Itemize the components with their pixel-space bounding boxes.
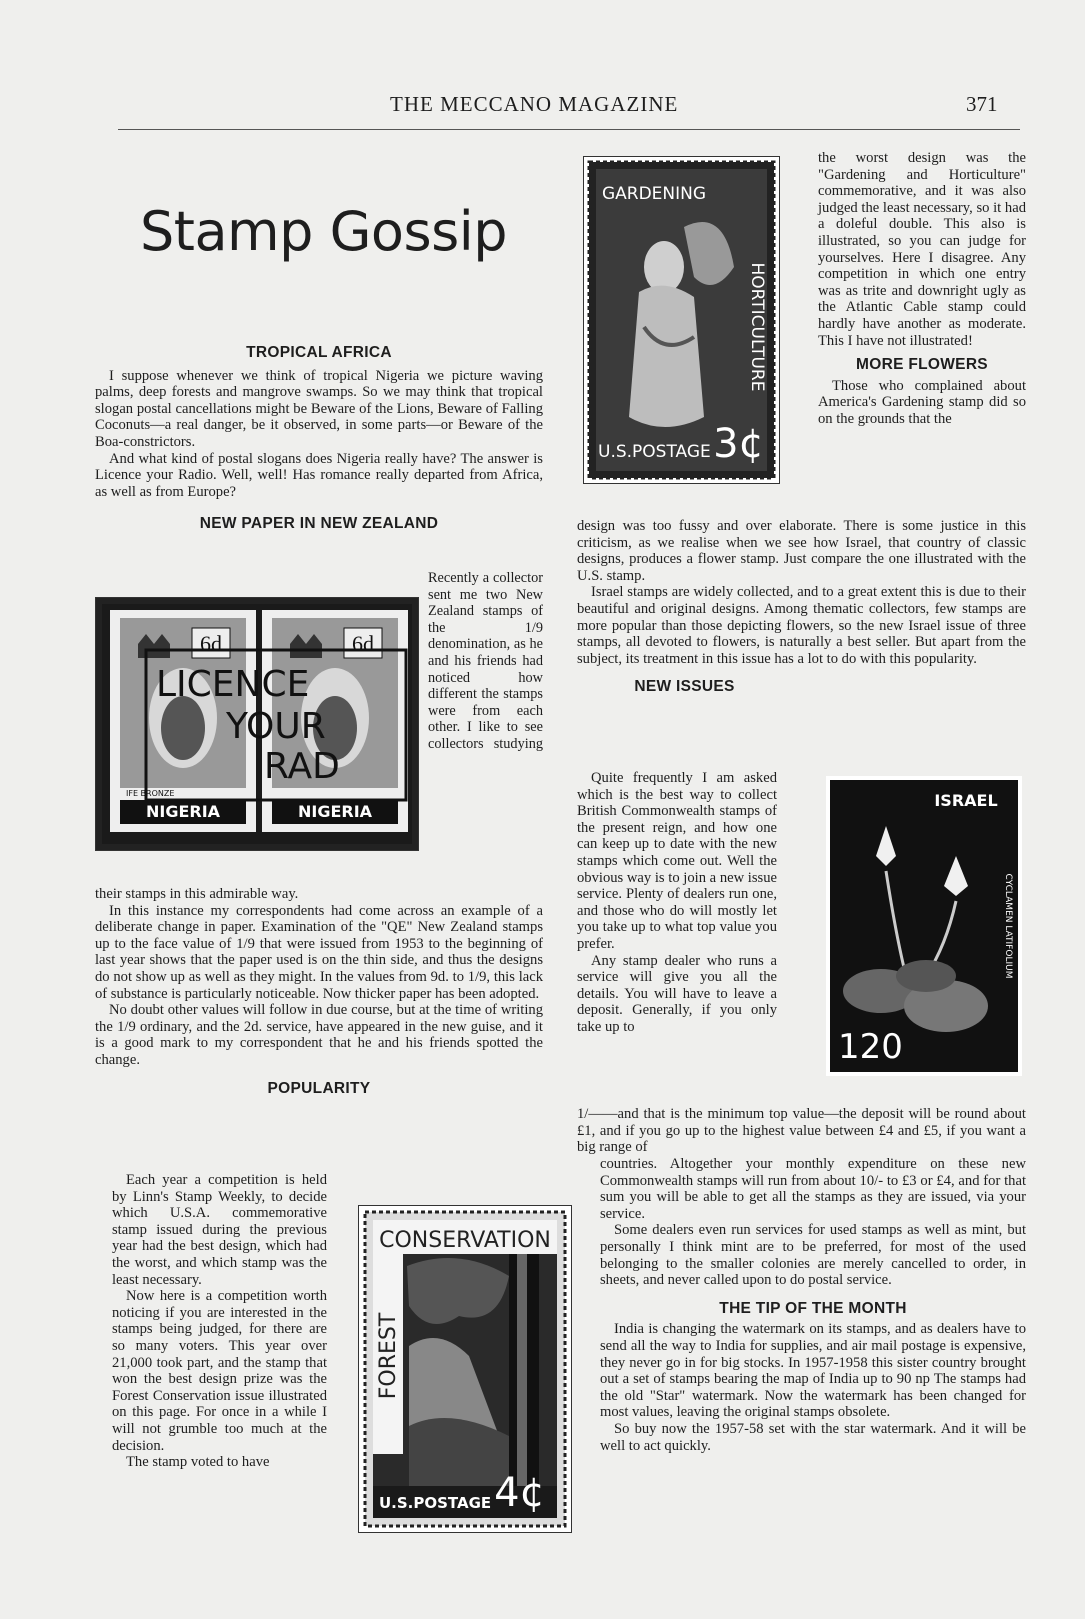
- paragraph: Israel stamps are widely collected, and to a great extent this is due to their beautiful and original designs. Among thematic collectors, few stamps are more popular than those depicting flowers, so the new Israel issue of three stamps, all devoted to flowers, is naturally a best seller. But apart from the subject, its treatment in this issue has a lot to do with this popularity.: [577, 584, 1026, 667]
- running-title: THE MECCANO MAGAZINE: [390, 92, 679, 116]
- stamp-country: ISRAEL: [934, 791, 998, 810]
- paragraph: So buy now the 1957-58 set with the star watermark. And it will be well to act quickly.: [600, 1420, 1026, 1454]
- paragraph: countries. Altogether your monthly expenditure on these new Commonwealth stamps will run from about 10/- to £3 or £4, and for that sum you will be able to get all the stamps as they are issued, via your service.: [600, 1156, 1026, 1222]
- heading-new-issues: NEW ISSUES: [634, 678, 735, 696]
- paragraph: their stamps in this admirable way.: [95, 886, 299, 902]
- paragraph: Those who complained about America's Gardening stamp did so on the grounds that the: [818, 377, 1026, 427]
- stamp-side-label: HORTICULTURE: [747, 262, 767, 392]
- stamp-caption: IFE BRONZE: [126, 789, 175, 798]
- paragraph: Any stamp dealer who runs a service will give you all the details. You will have to leave a deposit. Generally, if you only take up to: [577, 952, 777, 1035]
- overprint-line: RAD: [264, 746, 340, 787]
- paragraph: India is changing the watermark on its stamps, and as dealers have to send all the way to India for supplies, and air mail postage is expensive, they never go in for big stocks. In 1957-1958 this sister country brought out a set of stamps bearing the map of India up to 90 np The stamps had the old "Star" watermark. Now the watermark has been changed for most values, leaving the original stamps obsolete.: [600, 1321, 1026, 1421]
- left-column-top: [95, 345, 543, 533]
- paragraph: Each year a competition is held by Linn's Stamp Weekly, to decide which U.S.A. commemorative stamp issued during the previous year had the best design, which had the worst, and which stamp was the least necessary.: [112, 1172, 327, 1288]
- forest-conservation-stamp: [358, 1205, 572, 1533]
- new-paper-beside-text: [428, 570, 543, 753]
- stamp-top-label: CONSERVATION: [379, 1228, 551, 1253]
- popularity-text: [112, 1172, 327, 1471]
- stamp-side-label: FOREST: [376, 1312, 401, 1400]
- heading-tropical-africa: TROPICAL AFRICA: [246, 344, 392, 361]
- paragraph: I suppose whenever we think of tropical Nigeria we picture waving palms, deep forests and mangrove swamps. So we may think that tropical slogan postal cancellations might be Beware of the Lions, Beware of Falling Coconuts—a real danger, be it observed, in some parts—or Beware of the Boa-constrictors.: [95, 367, 543, 450]
- page-number: 371: [966, 92, 998, 116]
- right-column-middle: [577, 518, 1026, 696]
- paragraph: Now here is a competition worth noticing if you are interested in the stamps being judged, for there are so many voters. This year over 21,000 took part, and the stamp that won the best design prize was the Forest Conservation issue illustrated on this page. For once in a while I will not grumble too much at the decision.: [112, 1288, 327, 1454]
- overprint-line: LICENCE: [156, 664, 310, 705]
- heading-popularity: POPULARITY: [267, 1079, 371, 1097]
- heading-more-flowers: MORE FLOWERS: [856, 356, 988, 374]
- right-column-bottom: [600, 1156, 1026, 1454]
- israel-cyclamen-stamp: [826, 776, 1022, 1076]
- paragraph: In this instance my correspondents had come across an example of a deliberate change in paper. Examination of the "QE" New Zealand stamps up to the face value of 1/9 that were issued from 1953 to the beginning of last year shows that the paper used is on the thin side, and thus the designs do not show up as well as they might. In the values from 9d. to 1/9, this lack of substance is particularly noticeable. Now thicker paper has been adopted.: [95, 902, 543, 1002]
- paragraph: Some dealers even run services for used stamps as well as mint, but personally I think mint are to be preferred, for most of the used belonging to the smaller colonies are merely cancelled to order, in sheets, and never called upon to do postal service.: [600, 1222, 1026, 1289]
- overprint-line: YOUR: [226, 706, 326, 747]
- left-column-middle: [95, 886, 543, 1097]
- heading-tip-of-month: THE TIP OF THE MONTH: [719, 1299, 907, 1317]
- stamp-bottom-label: U.S.POSTAGE: [598, 442, 711, 462]
- stamp-top-label: GARDENING: [601, 184, 707, 204]
- stamp-value: 6d: [352, 631, 374, 656]
- gardening-horticulture-stamp: [583, 156, 780, 484]
- heading-new-paper: NEW PAPER IN NEW ZEALAND: [199, 515, 439, 533]
- article-title: Stamp Gossip: [140, 200, 508, 263]
- popularity-continued: [818, 150, 1026, 428]
- stamp-value: 3¢: [713, 421, 764, 467]
- stamp-value: 120: [838, 1027, 903, 1067]
- paragraph: Quite frequently I am asked which is the best way to collect British Commonwealth stamps of the present reign, and how one can keep up to date with the new stamps which come out. Well the obvious way is to join a new issue service. Plenty of dealers run one, and those who do will mostly let you take up to what top value you prefer.: [577, 770, 777, 952]
- paragraph: the worst design was the "Gardening and Horticulture" commemorative, and it was also judged the least necessary, so it had a doleful double. This also is illustrated, so you can judge for yourselves. Here I disagree. Any competition in which one entry was as trite and downright ugly as the Atlantic Cable stamp could hardly have another as moderate. This I have not illustrated!: [818, 150, 1026, 349]
- new-issues-text: [577, 770, 777, 1036]
- stamp-country: NIGERIA: [145, 802, 221, 821]
- nigeria-stamps-image: [95, 597, 419, 851]
- paragraph: The stamp voted to have: [126, 1454, 270, 1471]
- header-rule: [118, 129, 1020, 130]
- paragraph: 1/——and that is the minimum top value—the deposit will be round about £1, and if you go up to the highest value between £4 and £5, if you want a big range of: [577, 1106, 1026, 1156]
- paragraph: design was too fussy and over elaborate. There is some justice in this criticism, as we realise when we see how Israel, that country of classic designs, produces a flower stamp. Just compare the one illustrated with the U.S. stamp.: [577, 518, 1026, 584]
- stamp-bottom-label: U.S.POSTAGE: [379, 1494, 492, 1512]
- stamp-side-label: CYCLAMEN LATIFOLIUM: [1003, 873, 1013, 979]
- stamp-value: 6d: [200, 631, 222, 656]
- paragraph: No doubt other values will follow in due course, but at the time of writing the 1/9 ordinary, and the 2d. service, have appeared in the new guise, and it is a good mark to my correspondent that he and his friends spotted the change.: [95, 1002, 543, 1068]
- stamp-value: 4¢: [494, 1470, 545, 1516]
- new-issues-full: [577, 1106, 1026, 1156]
- stamp-country: NIGERIA: [297, 802, 373, 821]
- paragraph: Recently a collector sent me two New Zealand stamps of the 1/9 denomination, as he and his friends had noticed how different the stamps were from each other. I like to see collectors studying: [428, 570, 543, 752]
- paragraph: And what kind of postal slogans does Nigeria really have? The answer is Licence your Radio. Well, well! Has romance really departed from Africa, as well as from Europe?: [95, 450, 543, 500]
